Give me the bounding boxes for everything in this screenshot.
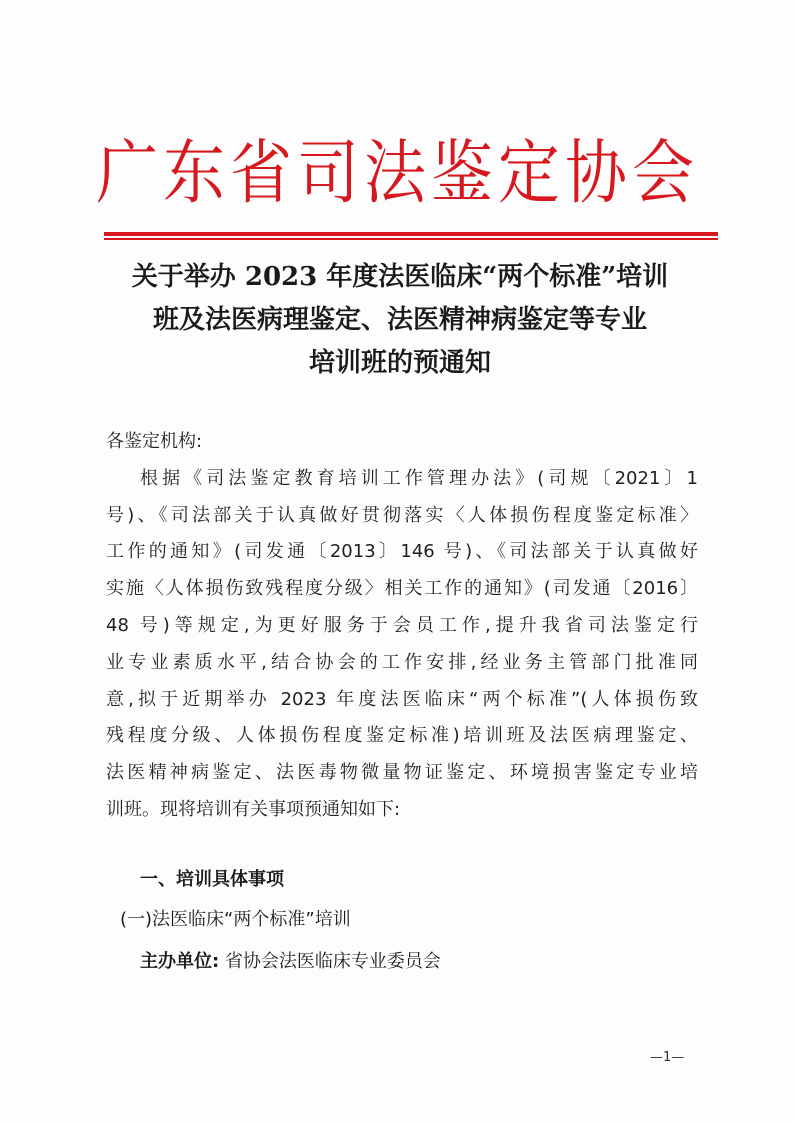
body-line-8: 残程度分级、人体损伤程度鉴定标准)培训班及法医病理鉴定、: [106, 725, 698, 747]
red-rule-thin: [104, 238, 718, 240]
red-rule-thick: [104, 232, 718, 236]
body-line-7: 意,拟于近期举办 2023 年度法医临床“两个标准”(人体损伤致: [106, 688, 698, 710]
title-line-3: 培训班的预通知: [308, 348, 491, 378]
body-line-3: 工作的通知》(司发通〔2013〕146 号)、《司法部关于认真做好: [106, 541, 698, 563]
section-heading: 一、培训具体事项: [140, 869, 284, 890]
organizer-label: 主办单位:: [140, 951, 220, 972]
title-line-1: 关于举办 2023 年度法医临床“两个标准”培训: [131, 262, 669, 292]
body-line-10: 训班。现将培训有关事项预通知如下:: [106, 798, 401, 820]
sub-heading: (一)法医临床“两个标准”培训: [120, 909, 351, 930]
body-line-6: 业专业素质水平,结合协会的工作安排,经业务主管部门批准同: [106, 651, 698, 673]
document-title: [90, 256, 710, 385]
salutation: 各鉴定机构:: [106, 431, 203, 452]
body-line-4: 实施〈人体损伤致残程度分级〉相关工作的通知》(司发通〔2016〕: [106, 578, 699, 600]
body-paragraph: [106, 461, 698, 829]
title-line-2: 班及法医病理鉴定、法医精神病鉴定等专业: [152, 305, 647, 335]
page-number: —1—: [650, 1050, 685, 1065]
organizer-line: [140, 949, 441, 975]
body-line-1: 根据《司法鉴定教育培训工作管理办法》(司规〔2021〕1: [140, 467, 698, 489]
body-line-9: 法医精神病鉴定、法医毒物微量物证鉴定、环境损害鉴定专业培: [106, 762, 698, 784]
masthead-org-name: 广东省司法鉴定协会: [95, 131, 699, 214]
body-line-2: 号)、《司法部关于认真做好贯彻落实〈人体损伤程度鉴定标准〉: [106, 504, 698, 526]
organizer-value: 省协会法医临床专业委员会: [224, 951, 441, 972]
body-text: [106, 424, 698, 829]
body-line-5: 48 号)等规定,为更好服务于会员工作,提升我省司法鉴定行: [106, 614, 698, 636]
